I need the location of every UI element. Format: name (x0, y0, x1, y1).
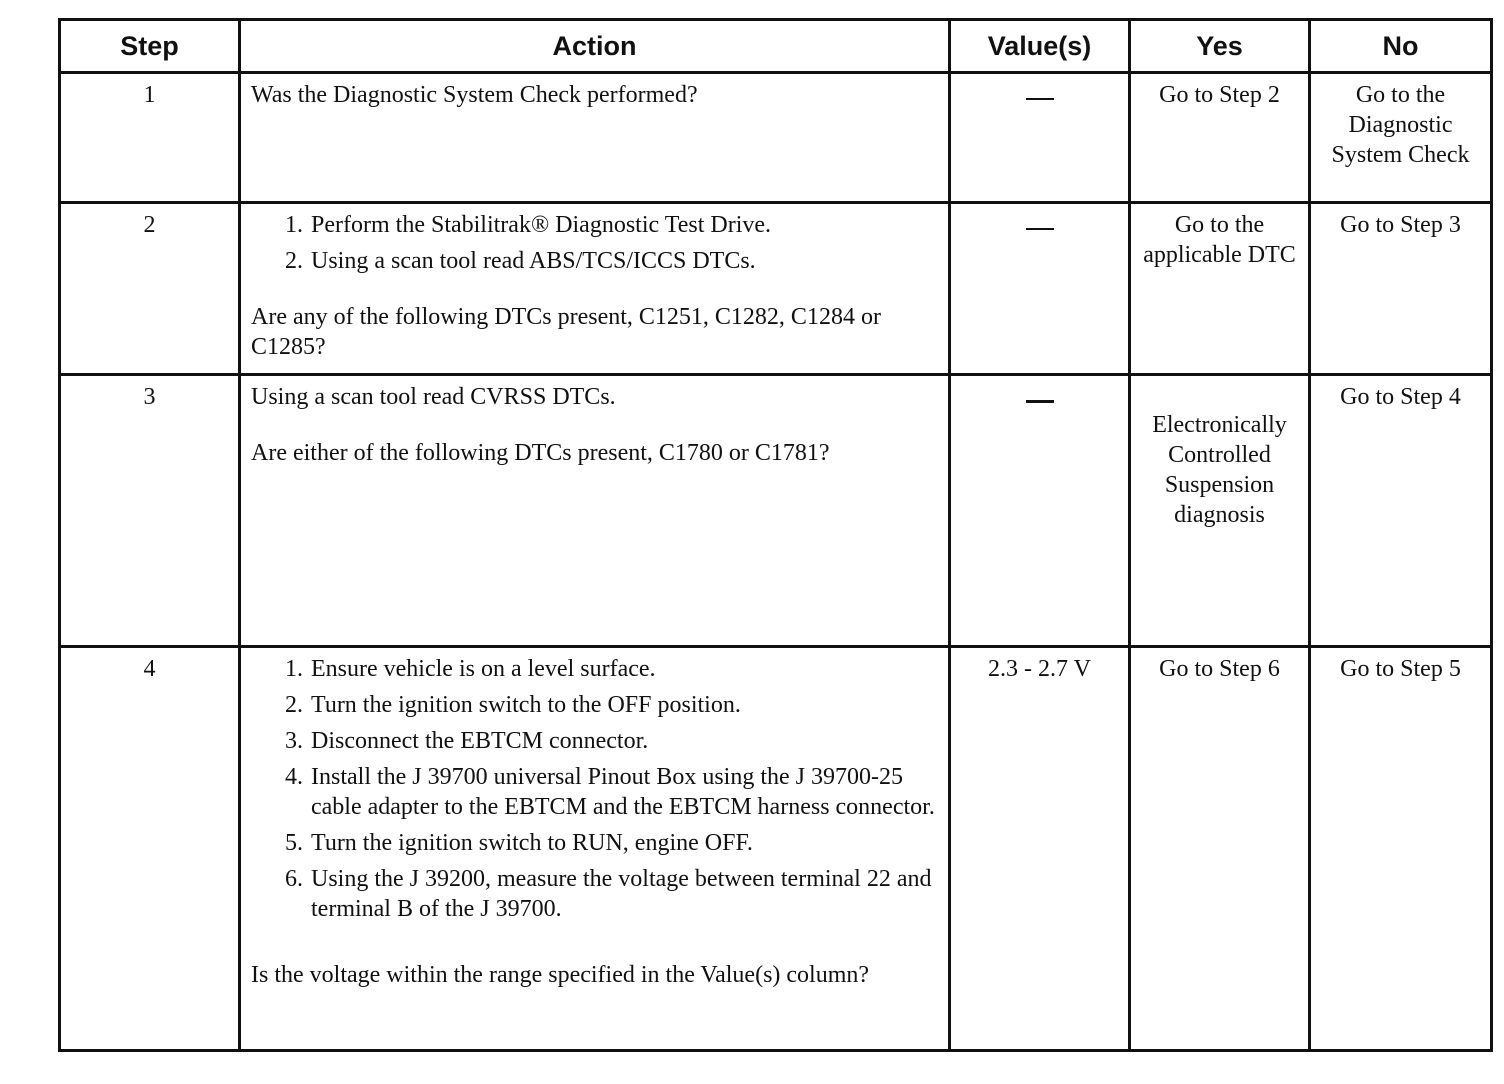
action-step: 1. Perform the Stabilitrak® Diagnostic Test Drive. (309, 210, 938, 240)
action-question: Is the voltage within the range specified in the Value(s) column? (251, 962, 870, 988)
action-step: 6. Using the J 39200, measure the voltage between terminal 22 and terminal B of the J 39700. (309, 864, 938, 924)
action-step: 1. Ensure vehicle is on a level surface. (309, 654, 938, 684)
action-cell (240, 203, 950, 375)
table-row (60, 73, 1492, 203)
header-step: Step (60, 20, 240, 73)
yes-cell: Go to the applicable DTC (1130, 203, 1310, 375)
no-cell: Go to the Diagnostic System Check (1310, 73, 1492, 203)
no-cell: Go to Step 5 (1310, 647, 1492, 1051)
table-header-row (60, 20, 1492, 73)
header-no: No (1310, 20, 1492, 73)
diagnostic-table (58, 18, 1493, 1052)
action-step: 2. Using a scan tool read ABS/TCS/ICCS DTCs. (309, 246, 938, 276)
header-action: Action (240, 20, 950, 73)
value-dash (1026, 400, 1054, 403)
action-cell (240, 375, 950, 647)
no-cell: Go to Step 3 (1310, 203, 1492, 375)
action-steps-list (251, 654, 938, 924)
step-number: 3 (60, 375, 240, 647)
table-row (60, 203, 1492, 375)
value-cell (950, 375, 1130, 647)
action-question: Are either of the following DTCs present, C1780 or C1781? (251, 440, 830, 466)
action-cell (240, 73, 950, 203)
action-step: 2. Turn the ignition switch to the OFF position. (309, 690, 938, 720)
action-text: Was the Diagnostic System Check performed? (251, 82, 698, 108)
table-row (60, 647, 1492, 1051)
header-yes: Yes (1130, 20, 1310, 73)
yes-cell: Electronically Controlled Suspension diagnosis (1130, 375, 1310, 647)
value-cell: 2.3 - 2.7 V (950, 647, 1130, 1051)
step-number: 4 (60, 647, 240, 1051)
action-step: 4. Install the J 39700 universal Pinout Box using the J 39700-25 cable adapter to the EBTCM and the EBTCM harness connector. (309, 762, 938, 822)
value-dash (1026, 98, 1054, 100)
action-cell (240, 647, 950, 1051)
action-text: Using a scan tool read CVRSS DTCs. (251, 384, 616, 410)
yes-cell: Go to Step 6 (1130, 647, 1310, 1051)
diagnostic-table-sheet (58, 18, 1490, 1052)
no-cell: Go to Step 4 (1310, 375, 1492, 647)
action-step: 3. Disconnect the EBTCM connector. (309, 726, 938, 756)
table-row (60, 375, 1492, 647)
action-step: 5. Turn the ignition switch to RUN, engine OFF. (309, 828, 938, 858)
value-dash (1026, 228, 1054, 230)
value-cell (950, 73, 1130, 203)
step-number: 1 (60, 73, 240, 203)
header-value: Value(s) (950, 20, 1130, 73)
action-steps-list (251, 210, 938, 276)
yes-cell: Go to Step 2 (1130, 73, 1310, 203)
action-question: Are any of the following DTCs present, C1251, C1282, C1284 or C1285? (251, 304, 881, 360)
step-number: 2 (60, 203, 240, 375)
value-cell (950, 203, 1130, 375)
